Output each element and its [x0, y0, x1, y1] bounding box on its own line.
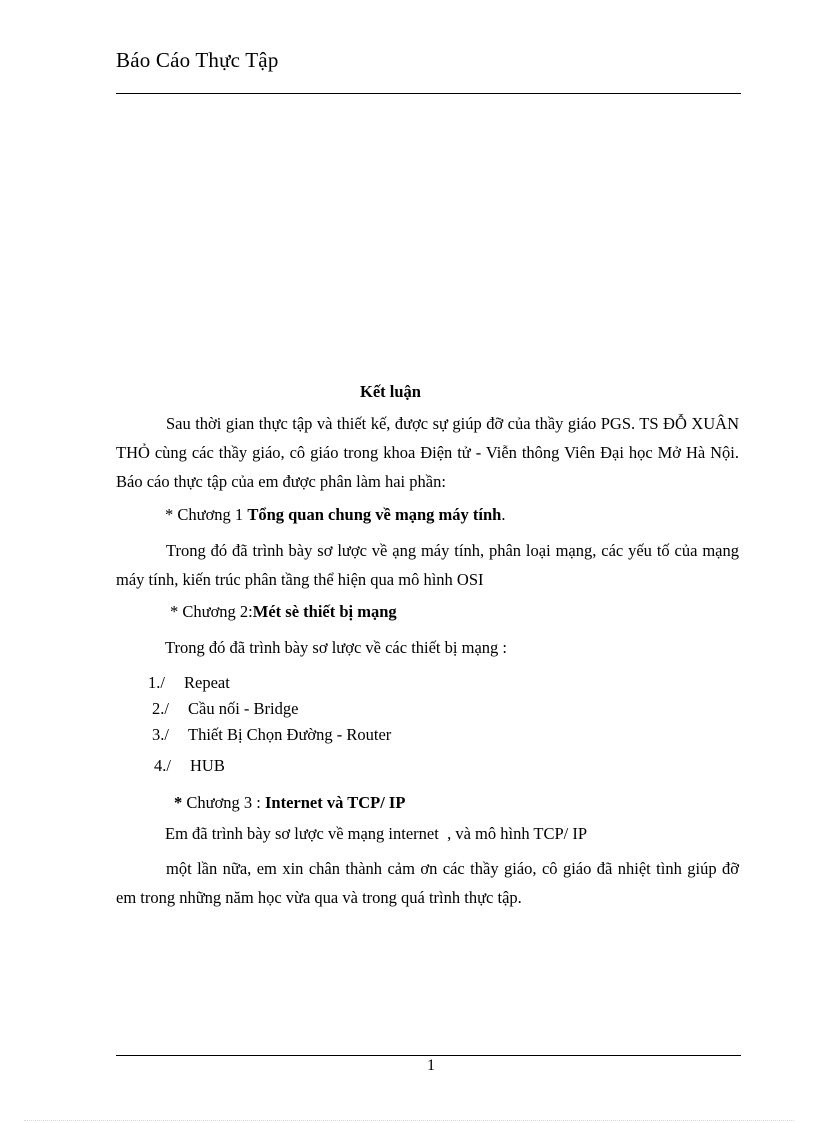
chapter-2-line — [170, 602, 397, 622]
footer-rule — [116, 1055, 741, 1056]
chapter-3-line — [174, 793, 405, 813]
intro-paragraph: Sau thời gian thực tập và thiết kế, được sự giúp đỡ của thầy giáo PGS. TS ĐỖ XUÂN THỎ cùng các thầy giáo, cô giáo trong khoa Điện tử - Viễn thông Viên Đại học Mở Hà Nội. Báo cáo thực tập của em được phân làm hai phần: — [116, 414, 739, 491]
device-label: Repeat — [184, 673, 230, 692]
chapter-2-description: Trong đó đã trình bày sơ lược về các thiết bị mạng : — [165, 638, 507, 657]
device-number: 3./ — [152, 725, 169, 744]
header-title: Báo Cáo Thực Tập — [116, 48, 279, 72]
chapter-1-line — [165, 505, 505, 525]
chapter-1-suffix: . — [501, 505, 506, 524]
chapter-2-title: Mét sè thiết bị mạng — [252, 602, 397, 621]
page-number: 1 — [427, 1057, 435, 1074]
device-label: Cầu nối - Bridge — [188, 699, 299, 718]
chapter-3-prefix: Chương 3 : — [182, 793, 266, 812]
chapter-2-prefix: * Chương 2: — [170, 602, 253, 621]
chapter-3-title: Internet và TCP/ IP — [265, 793, 406, 812]
device-list-item — [152, 725, 391, 745]
device-list-item — [152, 699, 298, 719]
device-list-item — [154, 756, 225, 776]
header-rule — [116, 93, 741, 94]
closing-paragraph: một lần nữa, em xin chân thành cảm ơn các thầy giáo, cô giáo đã nhiệt tình giúp đỡ em trong những năm học vừa qua và trong quá trình thực tập. — [116, 859, 739, 907]
chapter-3-description: Em đã trình bày sơ lược về mạng internet , và mô hình TCP/ IP — [165, 824, 588, 843]
device-number: 4./ — [154, 756, 171, 775]
chapter-3-star: * — [174, 793, 183, 812]
chapter-1-description: Trong đó đã trình bày sơ lược về ạng máy tính, phân loại mạng, các yếu tố của mạng máy tính, kiến trúc phân tầng thể hiện qua mô hình OSI — [116, 541, 739, 589]
conclusion-heading: Kết luận — [360, 382, 421, 401]
page-edge-divider — [24, 1120, 794, 1121]
device-number: 1./ — [148, 673, 165, 692]
device-label: Thiết Bị Chọn Đường - Router — [188, 725, 392, 744]
chapter-1-title: Tổng quan chung về mạng máy tính — [247, 505, 502, 524]
device-list-item — [148, 673, 230, 693]
device-label: HUB — [190, 756, 225, 775]
device-number: 2./ — [152, 699, 169, 718]
chapter-1-prefix: * Chương 1 — [165, 505, 248, 524]
